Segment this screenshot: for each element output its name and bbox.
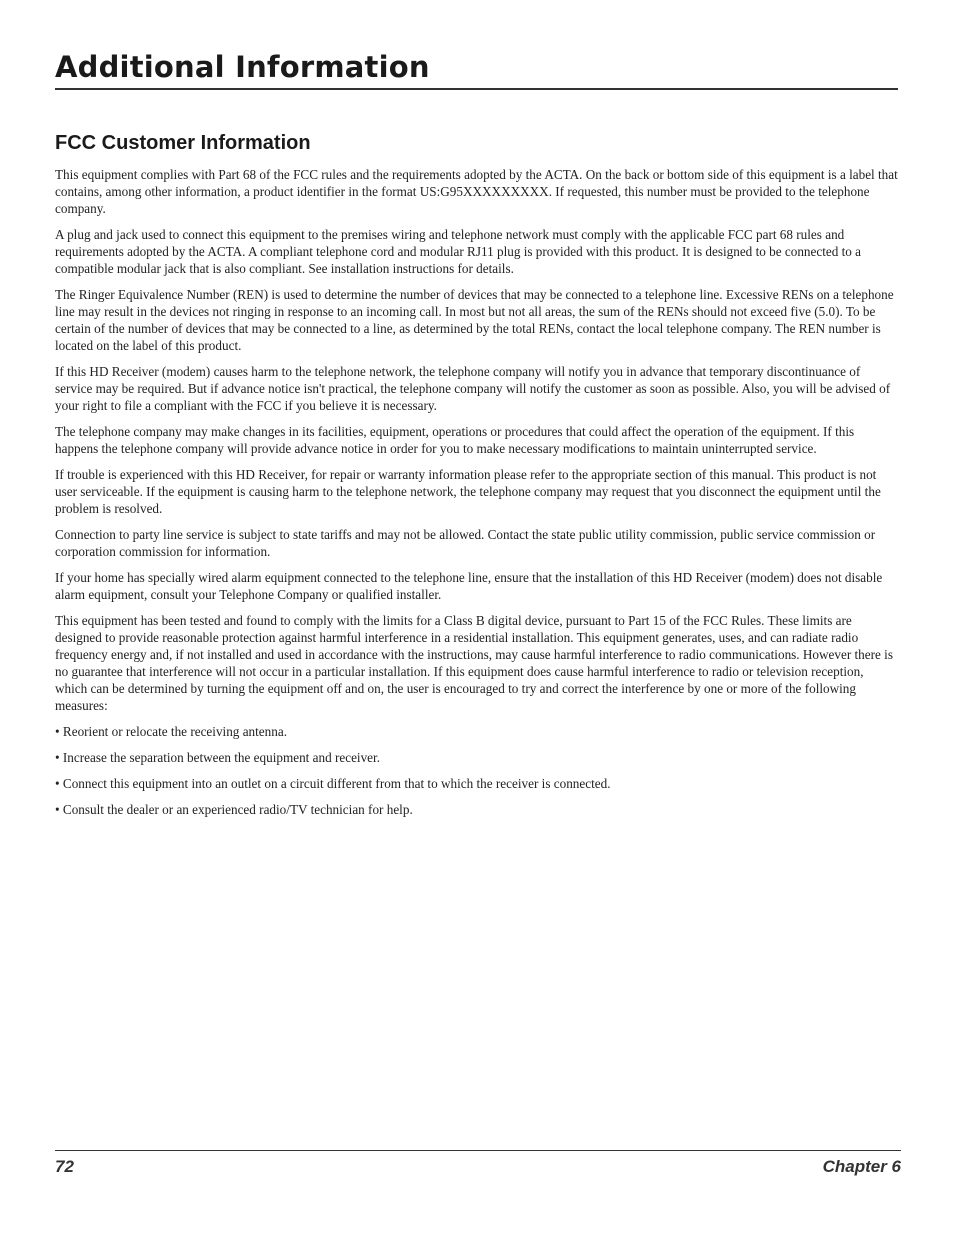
main-content [55,130,898,827]
chapter-label: Chapter 6 [822,1157,901,1176]
bullet-item: • Connect this equipment into an outlet on a circuit different from that to which the receiver is connected. [55,776,611,791]
bullet-item: • Increase the separation between the equipment and receiver. [55,750,380,765]
bullet-item: • Consult the dealer or an experienced radio/TV technician for help. [55,802,413,817]
page-number: 72 [55,1157,74,1176]
paragraph: This equipment complies with Part 68 of the FCC rules and the requirements adopted by the ACTA. On the back or bottom side of this equipment is a label that contains, among other information, a product identifier in the format US:G95XXXXXXXXX. If requested, this number must be provided to the telephone company. [55,167,898,216]
page-header [55,48,898,90]
paragraph: The Ringer Equivalence Number (REN) is used to determine the number of devices that may be connected to a telephone line. Excessive RENs on a telephone line may result in the devices not ringing in response to an incoming call. In most but not all areas, the sum of the RENs should not exceed five (5.0). To be certain of the number of devices that may be connected to a line, as determined by the total RENs, contact the local telephone company. The REN number is located on the label of this product. [55,287,894,353]
paragraph: A plug and jack used to connect this equipment to the premises wiring and telephone network must comply with the applicable FCC part 68 rules and requirements adopted by the ACTA. A compliant telephone cord and modular RJ11 plug is provided with this product. It is designed to be connected to a compatible modular jack that is also compliant. See installation instructions for details. [55,227,862,276]
section-heading: FCC Customer Information [55,132,311,154]
paragraph: If your home has specially wired alarm equipment connected to the telephone line, ensure that the installation of this HD Receiver (modem) does not disable alarm equipment, consult your Telephone Company or qualified installer. [55,570,883,602]
paragraph: If this HD Receiver (modem) causes harm to the telephone network, the telephone company will notify you in advance that temporary discontinuance of service may be required. But if advance notice isn't practical, the telephone company will notify the customer as soon as possible. Also, you will be advised of your right to file a compliant with the FCC if you believe it is necessary. [55,364,891,413]
paragraph: The telephone company may make changes in its facilities, equipment, operations or procedures that could affect the operation of the equipment. If this happens the telephone company will provide advance notice in order for you to make necessary modifications to maintain uninterrupted service. [55,424,855,456]
page-title: Additional Information [55,50,430,84]
bullet-item: • Reorient or relocate the receiving antenna. [55,724,287,739]
page-footer [55,1150,901,1177]
paragraph: If trouble is experienced with this HD Receiver, for repair or warranty information please refer to the appropriate section of this manual. This product is not user serviceable. If the equipment is causing harm to the telephone network, the telephone company may request that you disconnect the equipment until the problem is resolved. [55,467,881,516]
paragraph: This equipment has been tested and found to comply with the limits for a Class B digital device, pursuant to Part 15 of the FCC Rules. These limits are designed to provide reasonable protection against harmful interference in a residential installation. This equipment generates, uses, and can radiate radio frequency energy and, if not installed and used in accordance with the instructions, may cause harmful interference to radio communications. However there is no guarantee that interference will not occur in a particular installation. If this equipment does cause harmful interference to radio or television reception, which can be determined by turning the equipment off and on, the user is encouraged to try and correct the interference by one or more of the following measures: [55,613,893,713]
paragraph: Connection to party line service is subject to state tariffs and may not be allowed. Contact the state public utility commission, public service commission or corporation commission for information. [55,527,876,559]
